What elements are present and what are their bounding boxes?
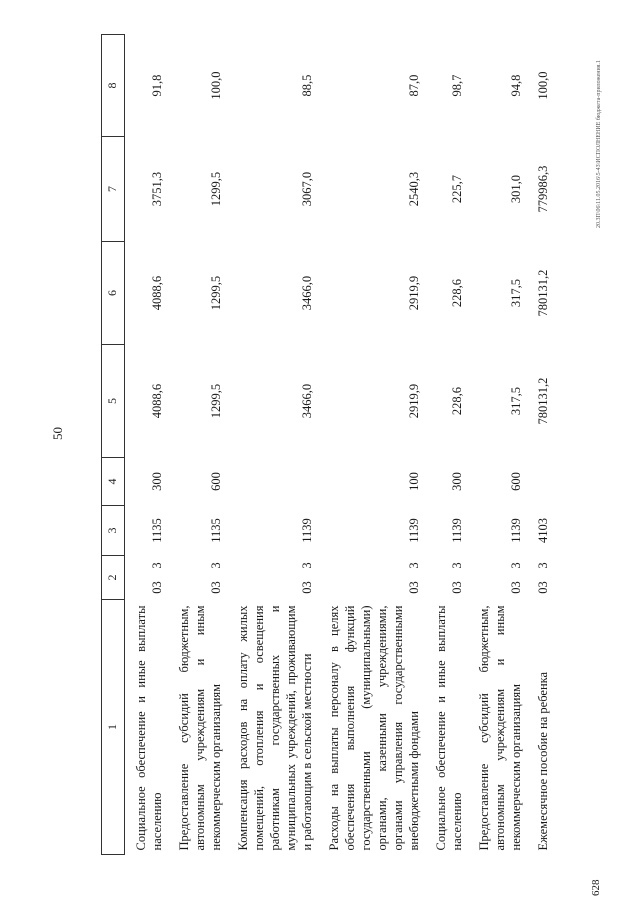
table-row xyxy=(425,35,468,855)
value-col-5: 1299,5 xyxy=(209,383,223,419)
table-row xyxy=(318,35,425,855)
table-row xyxy=(168,35,227,855)
row-name: Ежемесячное пособие на ребенка xyxy=(536,671,550,851)
value-col-5: 2919,9 xyxy=(407,383,421,419)
header-col-2: 2 xyxy=(102,556,125,600)
code-subsection: 3 xyxy=(509,562,523,569)
code-target: 1139 xyxy=(509,518,523,543)
value-col-7: 3067,0 xyxy=(300,171,314,207)
code-target: 1139 xyxy=(407,518,421,543)
table-row xyxy=(468,35,527,855)
value-col-6: 3466,0 xyxy=(300,275,314,311)
value-col-7: 2540,3 xyxy=(407,171,421,207)
value-col-5: 317,5 xyxy=(509,386,523,416)
code-expense-type: 300 xyxy=(450,472,464,491)
value-col-5: 3466,0 xyxy=(300,383,314,419)
header-col-1: 1 xyxy=(102,600,125,855)
file-path-footer: 20.3П\06\11.05.2016\5-43\ИСПОЛНЕНИЕ бюджета-приложения.1 xyxy=(596,60,602,228)
code-expense-type: 600 xyxy=(209,472,223,491)
table-body xyxy=(125,35,555,855)
budget-table-container xyxy=(101,35,573,855)
code-section: 03 xyxy=(536,581,550,594)
code-target: 1139 xyxy=(300,518,314,543)
row-name: Компенсация расходов на оплату жилых помещений, отопления и освещения работникам государственных и муниципальных учреждений, проживающим и работающим в сельской местности xyxy=(236,605,314,851)
code-expense-type xyxy=(227,458,318,506)
code-subsection: 3 xyxy=(407,562,421,569)
header-col-4: 4 xyxy=(102,458,125,506)
value-col-7: 225,7 xyxy=(450,174,464,204)
code-target: 1135 xyxy=(150,518,164,543)
row-name: Расходы на выплаты персоналу в целях обеспечения выполнения функций государственными (муниципальными) органами, казенными учреждениями, органами управления государственными внебюджетными фондами xyxy=(327,605,421,851)
code-subsection: 3 xyxy=(150,562,164,569)
value-col-8: 87,0 xyxy=(407,74,421,97)
value-col-8: 94,8 xyxy=(509,74,523,97)
value-col-8: 91,8 xyxy=(150,74,164,97)
header-col-5: 5 xyxy=(102,345,125,458)
header-col-8: 8 xyxy=(102,35,125,137)
budget-table xyxy=(101,34,554,855)
code-section: 03 xyxy=(450,581,464,594)
row-name: Предоставление субсидий бюджетным, автономным учреждениям и иным некоммерческим организациям xyxy=(177,605,223,851)
value-col-7: 301,0 xyxy=(509,174,523,204)
value-col-6: 1299,5 xyxy=(209,275,223,311)
table-row xyxy=(527,35,554,855)
value-col-6: 4088,6 xyxy=(150,275,164,311)
value-col-5: 228,6 xyxy=(450,386,464,416)
code-expense-type xyxy=(527,458,554,506)
code-target: 4103 xyxy=(536,518,550,543)
code-expense-type: 600 xyxy=(509,472,523,491)
code-subsection: 3 xyxy=(300,562,314,569)
code-target: 1135 xyxy=(209,518,223,543)
table-header xyxy=(102,35,125,855)
table-row xyxy=(227,35,318,855)
code-subsection: 3 xyxy=(450,562,464,569)
value-col-7: 779986,3 xyxy=(536,165,550,213)
code-section: 03 xyxy=(209,581,223,594)
code-subsection: 3 xyxy=(536,562,550,569)
code-section: 03 xyxy=(509,581,523,594)
code-section: 03 xyxy=(407,581,421,594)
value-col-8: 100,0 xyxy=(536,71,550,100)
value-col-8: 100,0 xyxy=(209,71,223,100)
code-section: 03 xyxy=(300,581,314,594)
value-col-8: 98,7 xyxy=(450,74,464,97)
code-section: 03 xyxy=(150,581,164,594)
value-col-8: 88,5 xyxy=(300,74,314,97)
folio-number: 628 xyxy=(590,879,602,896)
row-name: Предоставление субсидий бюджетным, автономным учреждениям и иным некоммерческим организациям xyxy=(477,605,523,851)
row-name: Социальное обеспечение и иные выплаты населению xyxy=(434,605,464,851)
value-col-6: 780131,2 xyxy=(536,269,550,317)
value-col-6: 2919,9 xyxy=(407,275,421,311)
page-number: 50 xyxy=(50,427,65,440)
header-col-7: 7 xyxy=(102,137,125,242)
value-col-6: 228,6 xyxy=(450,278,464,308)
header-col-6: 6 xyxy=(102,242,125,345)
code-expense-type: 100 xyxy=(407,472,421,491)
value-col-5: 4088,6 xyxy=(150,383,164,419)
value-col-7: 3751,3 xyxy=(150,171,164,207)
table-row xyxy=(125,35,169,855)
value-col-7: 1299,5 xyxy=(209,171,223,207)
code-expense-type: 300 xyxy=(150,472,164,491)
code-target: 1139 xyxy=(450,518,464,543)
header-col-3: 3 xyxy=(102,506,125,556)
value-col-5: 780131,2 xyxy=(536,377,550,425)
code-subsection: 3 xyxy=(209,562,223,569)
value-col-6: 317,5 xyxy=(509,278,523,308)
row-name: Социальное обеспечение и иные выплаты населению xyxy=(134,605,164,851)
